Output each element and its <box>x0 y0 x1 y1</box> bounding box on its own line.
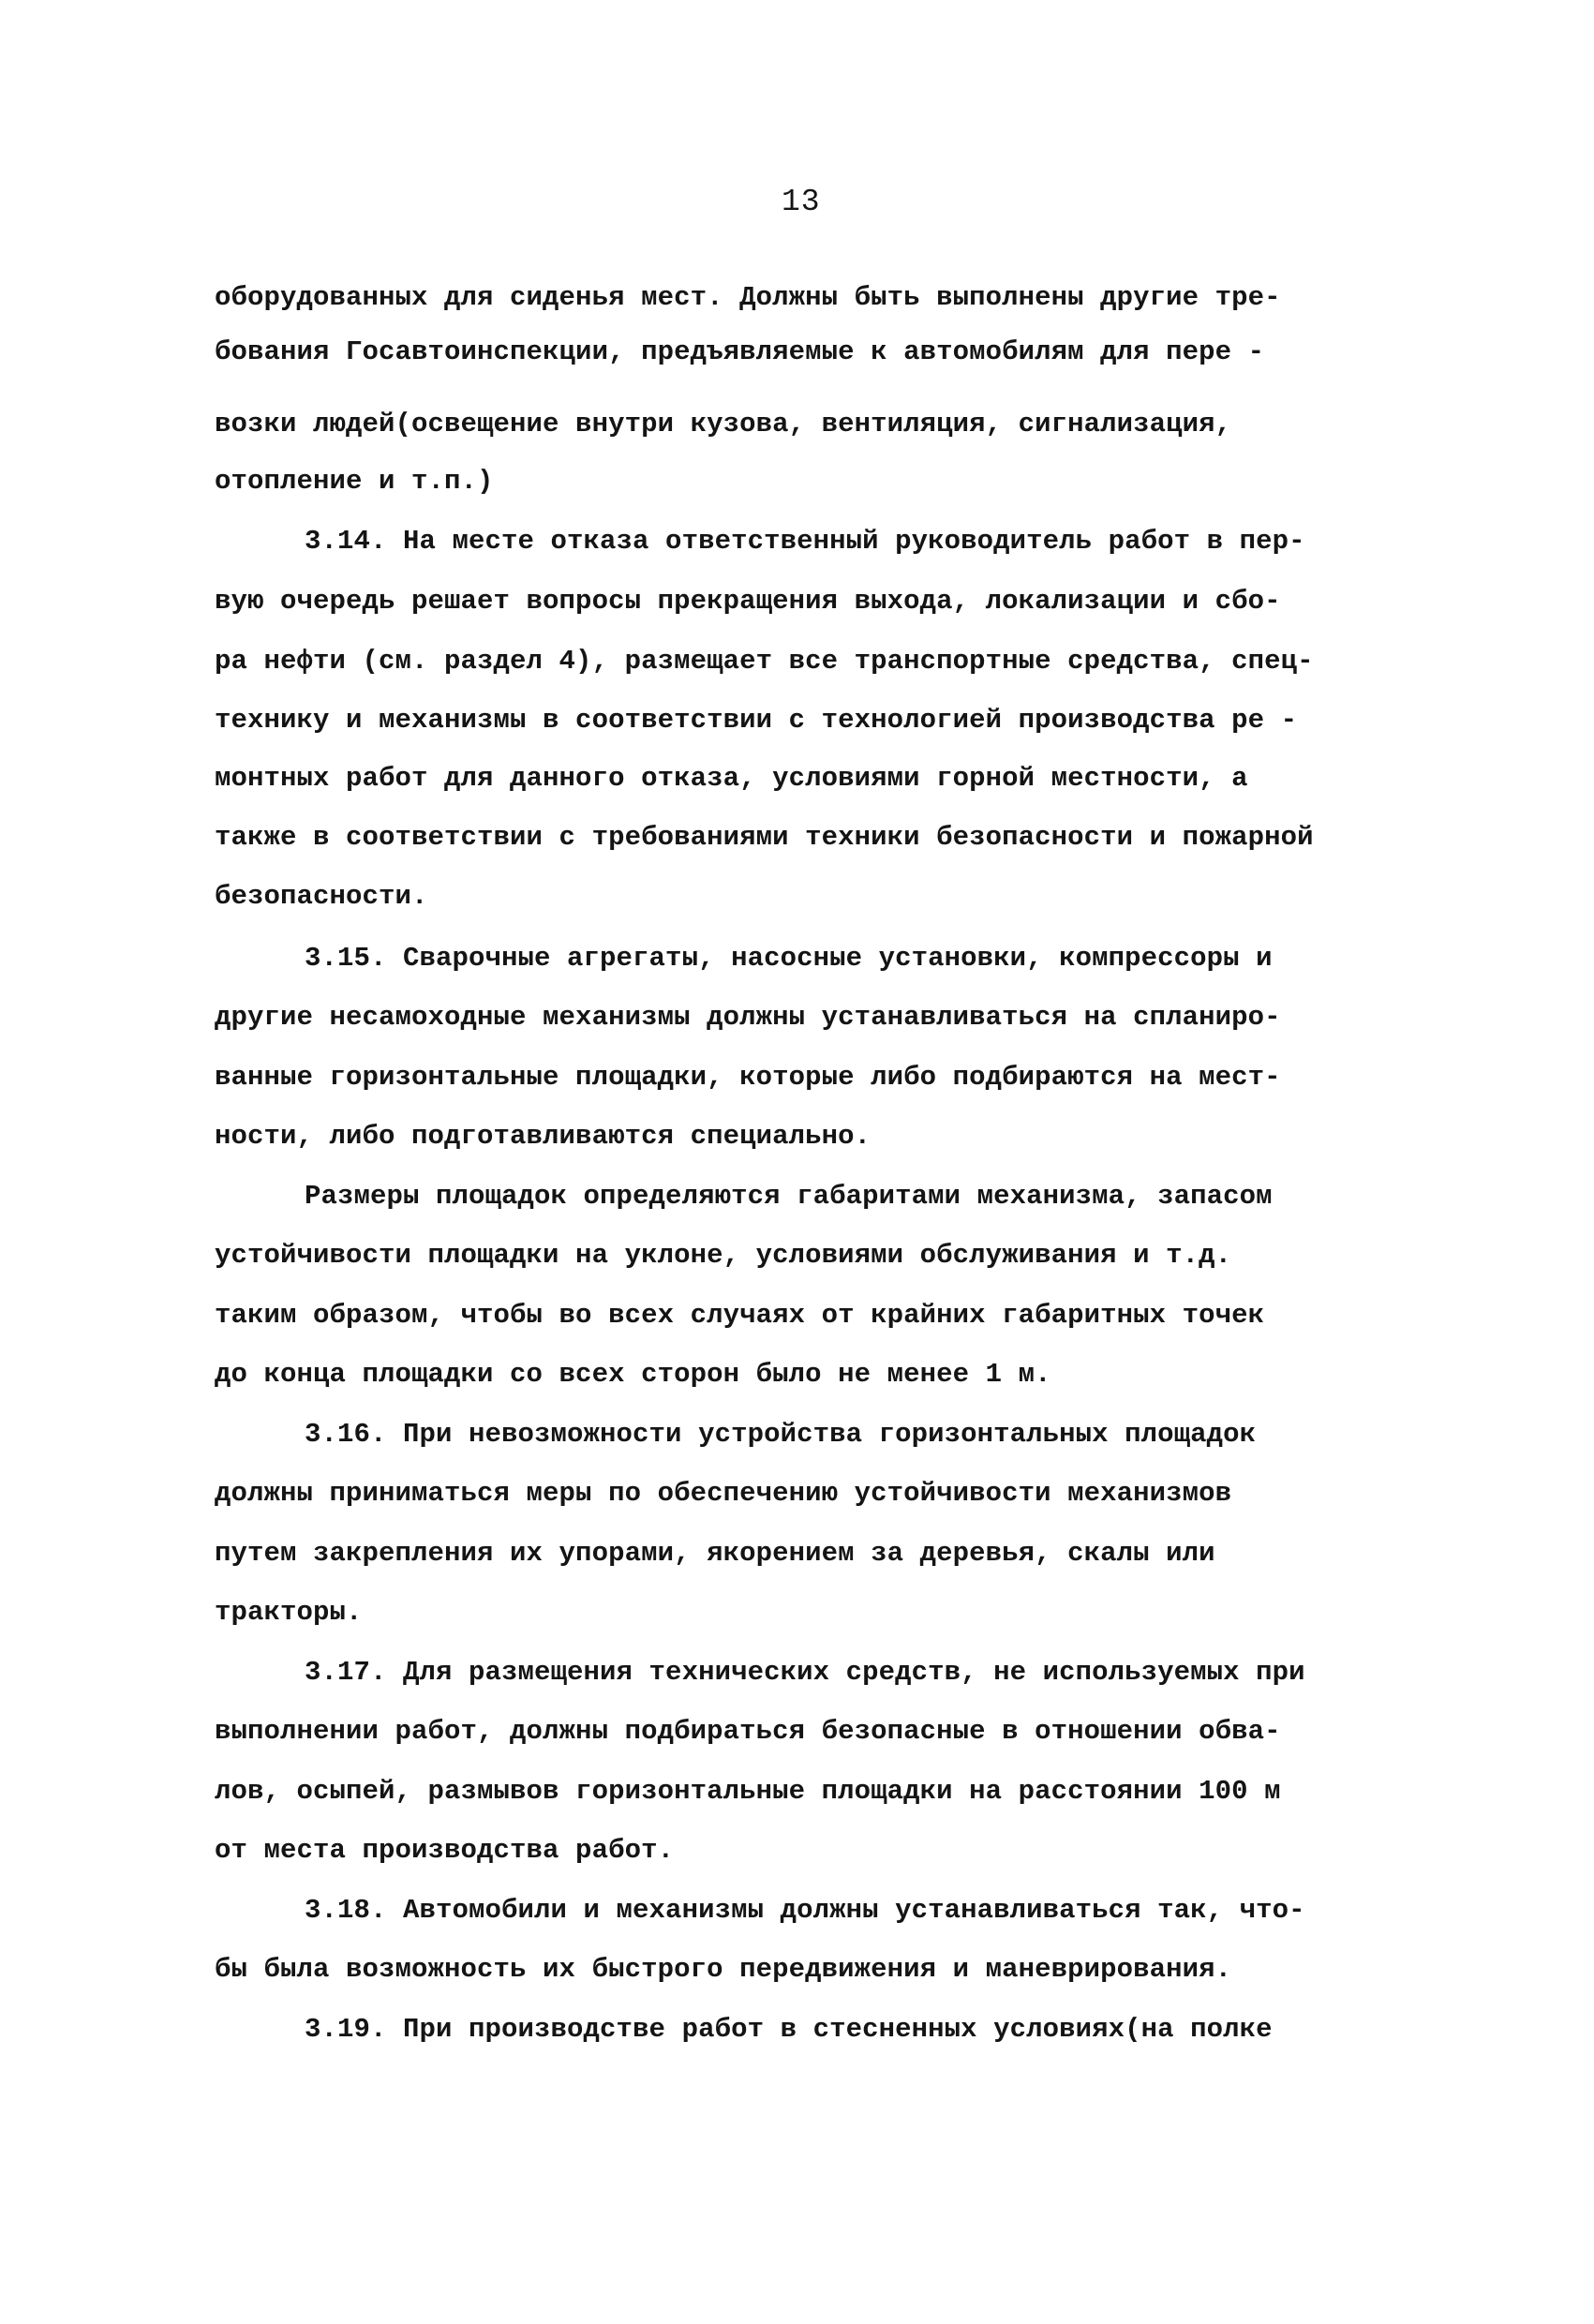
text-line: путем закрепления их упорами, якорением за деревья, скалы или <box>215 1538 1215 1569</box>
text-line: таким образом, чтобы во всех случаях от крайних габаритных точек <box>215 1300 1265 1331</box>
text-line: лов, осыпей, размывов горизонтальные площадки на расстоянии 100 м <box>215 1776 1281 1807</box>
text-line: безопасности. <box>215 881 428 912</box>
text-line: 3.19. При производстве работ в стесненных условиях(на полке <box>305 2014 1273 2045</box>
text-line: вую очередь решает вопросы прекращения выхода, локализации и сбо- <box>215 586 1281 617</box>
text-line: оборудованных для сиденья мест. Должны быть выполнены другие тре- <box>215 282 1281 313</box>
text-line: возки людей(освещение внутри кузова, вентиляция, сигнализация, <box>215 409 1232 439</box>
text-line: бования Госавтоинспекции, предъявляемые к автомобилям для пере - <box>215 336 1265 367</box>
text-line: монтных работ для данного отказа, условиями горной местности, а <box>215 763 1248 794</box>
text-line: технику и механизмы в соответствии с технологией производства ре - <box>215 705 1298 736</box>
text-line: до конца площадки со всех сторон было не менее 1 м. <box>215 1359 1051 1390</box>
text-line: тракторы. <box>215 1597 363 1628</box>
text-line: от места производства работ. <box>215 1835 675 1866</box>
text-line: 3.18. Автомобили и механизмы должны устанавливаться так, что- <box>305 1895 1305 1926</box>
page-number: 13 <box>782 185 821 219</box>
text-line: ванные горизонтальные площадки, которые либо подбираются на мест- <box>215 1062 1281 1093</box>
text-line: отопление и т.п.) <box>215 466 494 497</box>
text-line: 3.14. На месте отказа ответственный руководитель работ в пер- <box>305 526 1305 557</box>
text-line: должны приниматься меры по обеспечению устойчивости механизмов <box>215 1478 1232 1509</box>
text-line: ности, либо подготавливаются специально. <box>215 1121 871 1152</box>
text-line: 3.17. Для размещения технических средств, не используемых при <box>305 1657 1305 1688</box>
text-line: Размеры площадок определяются габаритами механизма, запасом <box>305 1181 1273 1212</box>
text-line: 3.15. Сварочные агрегаты, насосные установки, компрессоры и <box>305 943 1273 974</box>
text-line: выполнении работ, должны подбираться безопасные в отношении обва- <box>215 1716 1281 1747</box>
text-line: бы была возможность их быстрого передвижения и маневрирования. <box>215 1954 1232 1985</box>
text-line: также в соответствии с требованиями техники безопасности и пожарной <box>215 822 1314 853</box>
text-line: устойчивости площадки на уклоне, условиями обслуживания и т.д. <box>215 1240 1232 1271</box>
text-line: 3.16. При невозможности устройства горизонтальных площадок <box>305 1419 1257 1450</box>
text-line: ра нефти (см. раздел 4), размещает все транспортные средства, спец- <box>215 646 1314 677</box>
text-line: другие несамоходные механизмы должны устанавливаться на спланиро- <box>215 1002 1281 1033</box>
